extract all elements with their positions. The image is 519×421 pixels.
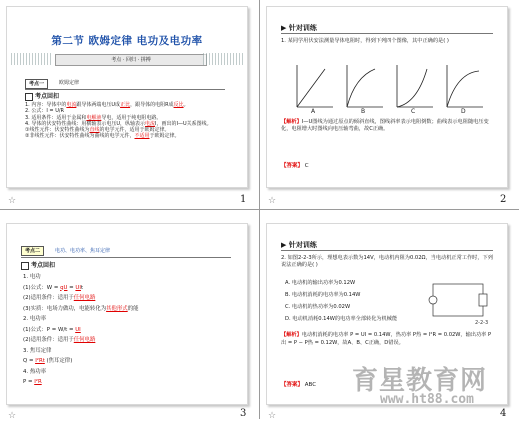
curve-d [447, 71, 479, 107]
answer-label: 【答案】 [281, 163, 304, 169]
curve-a [297, 69, 325, 107]
play-arrow-icon: ▶ [281, 241, 287, 249]
plot-label-d: D [461, 108, 466, 113]
analysis-text: I—U图线为通过原点的倾斜直线，图线斜率表示电阻倒数；曲线表示电阻随电压变化，电阻增大时图线向电压轴弯曲，故C正确。 [281, 119, 489, 132]
axes-a [297, 65, 333, 107]
slide-title: 第二节 欧姆定律 电功及电功率 [51, 35, 203, 47]
section-heading [25, 91, 59, 101]
training-header [281, 240, 317, 250]
star-icon[interactable]: ☆ [8, 196, 17, 206]
content-line: ①线性元件：伏安特性曲线为直线的电学元件，适用于欧姆定律。 [25, 127, 170, 134]
content-line: 1. 内容：导体中的电流跟导体两端电压U成正比，跟导体的电阻R成反比。 [25, 102, 189, 108]
decorative-dots-left [11, 53, 53, 65]
training-label: 针对训练 [288, 241, 317, 249]
answer-value: ABC [304, 382, 317, 388]
header-rule [281, 250, 493, 251]
header-rule [25, 89, 225, 90]
analysis-text: 电动机消耗的电功率 P = UI = 0.14W，热功率 P热 = I²R = 0.02W，输出功率 P出 = P − P热 = 0.12W，故A、B、C正确，D错误。 [281, 332, 492, 346]
section-icon [21, 262, 29, 270]
content-line: 1. 电功 [23, 274, 41, 280]
content-line: 4. 热功率 [23, 368, 47, 375]
kaodian-subtitle: 欧姆定律 [59, 80, 80, 86]
curve-c [397, 69, 427, 107]
section-label: 考点回扣 [35, 93, 60, 100]
content-line: (1)公式：W = qU = UIt [23, 284, 84, 291]
choice-a: A. 电动机的输出功率为0.12W [285, 280, 356, 286]
choice-c: C. 电动机的热功率为0.02W [285, 304, 351, 310]
slide-thumbnail-3[interactable] [6, 223, 248, 405]
content-line: 3. 焦耳定律 [23, 347, 52, 354]
kaodian-tag: 考点二 [21, 246, 44, 256]
slide-thumbnail-2[interactable] [266, 6, 508, 188]
section-label: 考点回扣 [31, 262, 56, 269]
star-icon[interactable]: ☆ [268, 196, 277, 206]
header-rule [21, 257, 231, 258]
slide-thumbnail-1[interactable] [6, 6, 248, 188]
content-line: Q = I²Rt (焦耳定律) [23, 358, 73, 364]
kaodian-subtitle: 电功、电功率、焦耳定律 [55, 248, 111, 254]
analysis-label: 【解析】 [281, 119, 302, 125]
content-line: (1)公式：P = W/t = UI [23, 326, 81, 333]
analysis-label: 【解析】 [281, 332, 302, 338]
page-number: 2 [500, 194, 507, 205]
kaodian-tag: 考点一 [25, 79, 48, 89]
page-number: 4 [500, 408, 507, 419]
question-text: 1. 某同学用伏安法测量导体电阻时，得到下列四个图像，其中正确的是( ) [281, 38, 449, 44]
content-line: 2. 电功率 [23, 316, 47, 322]
iv-graph-options [289, 59, 489, 113]
page-number: 1 [240, 194, 247, 205]
play-arrow-icon: ▶ [281, 24, 287, 32]
plot-label-c: C [411, 108, 416, 113]
question-text: 2. 如图2-2-3所示，理想电表示数为14V，电动机内阻为0.02Ω，当电动机正常工作时，下列说法正确的是( ) [281, 255, 493, 268]
section-icon [25, 93, 33, 101]
section-heading [21, 260, 55, 270]
content-line: (2)适用条件：适用于任何电路 [23, 337, 96, 343]
star-icon[interactable]: ☆ [268, 411, 277, 421]
content-line: 2. 公式：I = U/R [25, 108, 65, 115]
content-line: 3. 适用条件：适用于金属和电解液导电，适用于纯电阻电路。 [25, 114, 162, 121]
curve-b [347, 69, 375, 107]
axes-c [397, 65, 433, 107]
watermark-url: www.ht88.com [380, 392, 474, 407]
axes-b [347, 65, 383, 107]
plot-label-a: A [311, 108, 316, 113]
content-line: ②非线性元件：伏安特性曲线为曲线的电学元件，不适用于欧姆定律。 [25, 133, 180, 140]
header-rule [281, 33, 493, 34]
training-label: 针对训练 [288, 24, 317, 32]
training-header [281, 23, 317, 33]
choice-b: B. 电动机消耗的电功率为0.14W [285, 292, 361, 298]
plot-label-b: B [361, 108, 366, 113]
content-line: (2)适用条件：适用于任何电路 [23, 295, 96, 301]
content-line: P = I²R [23, 379, 42, 385]
content-line: (3)实质：电场力做功，电能转化为其他形式的能 [23, 305, 139, 312]
content-line: 4. 导体的伏安特性曲线：用横轴表示电压U，纵轴表示电流I，画出的I—U关系图线。 [25, 120, 212, 127]
choice-d: D. 电动机消耗0.14W的电功率全部转化为机械能 [285, 316, 398, 322]
watermark-brand: 育星教育网 [352, 366, 488, 396]
star-icon[interactable]: ☆ [8, 411, 17, 421]
decorative-dots-right [203, 53, 245, 65]
horizontal-grid-divider [0, 209, 519, 210]
circuit-figure [427, 278, 497, 326]
page-number: 3 [240, 408, 247, 419]
figure-label: 2-2-3 [475, 320, 489, 326]
review-nav-bar: 考点 · 回归 · 拼搏 [55, 54, 207, 66]
answer-label: 【答案】 [281, 382, 304, 388]
answer-value: C [304, 163, 309, 169]
